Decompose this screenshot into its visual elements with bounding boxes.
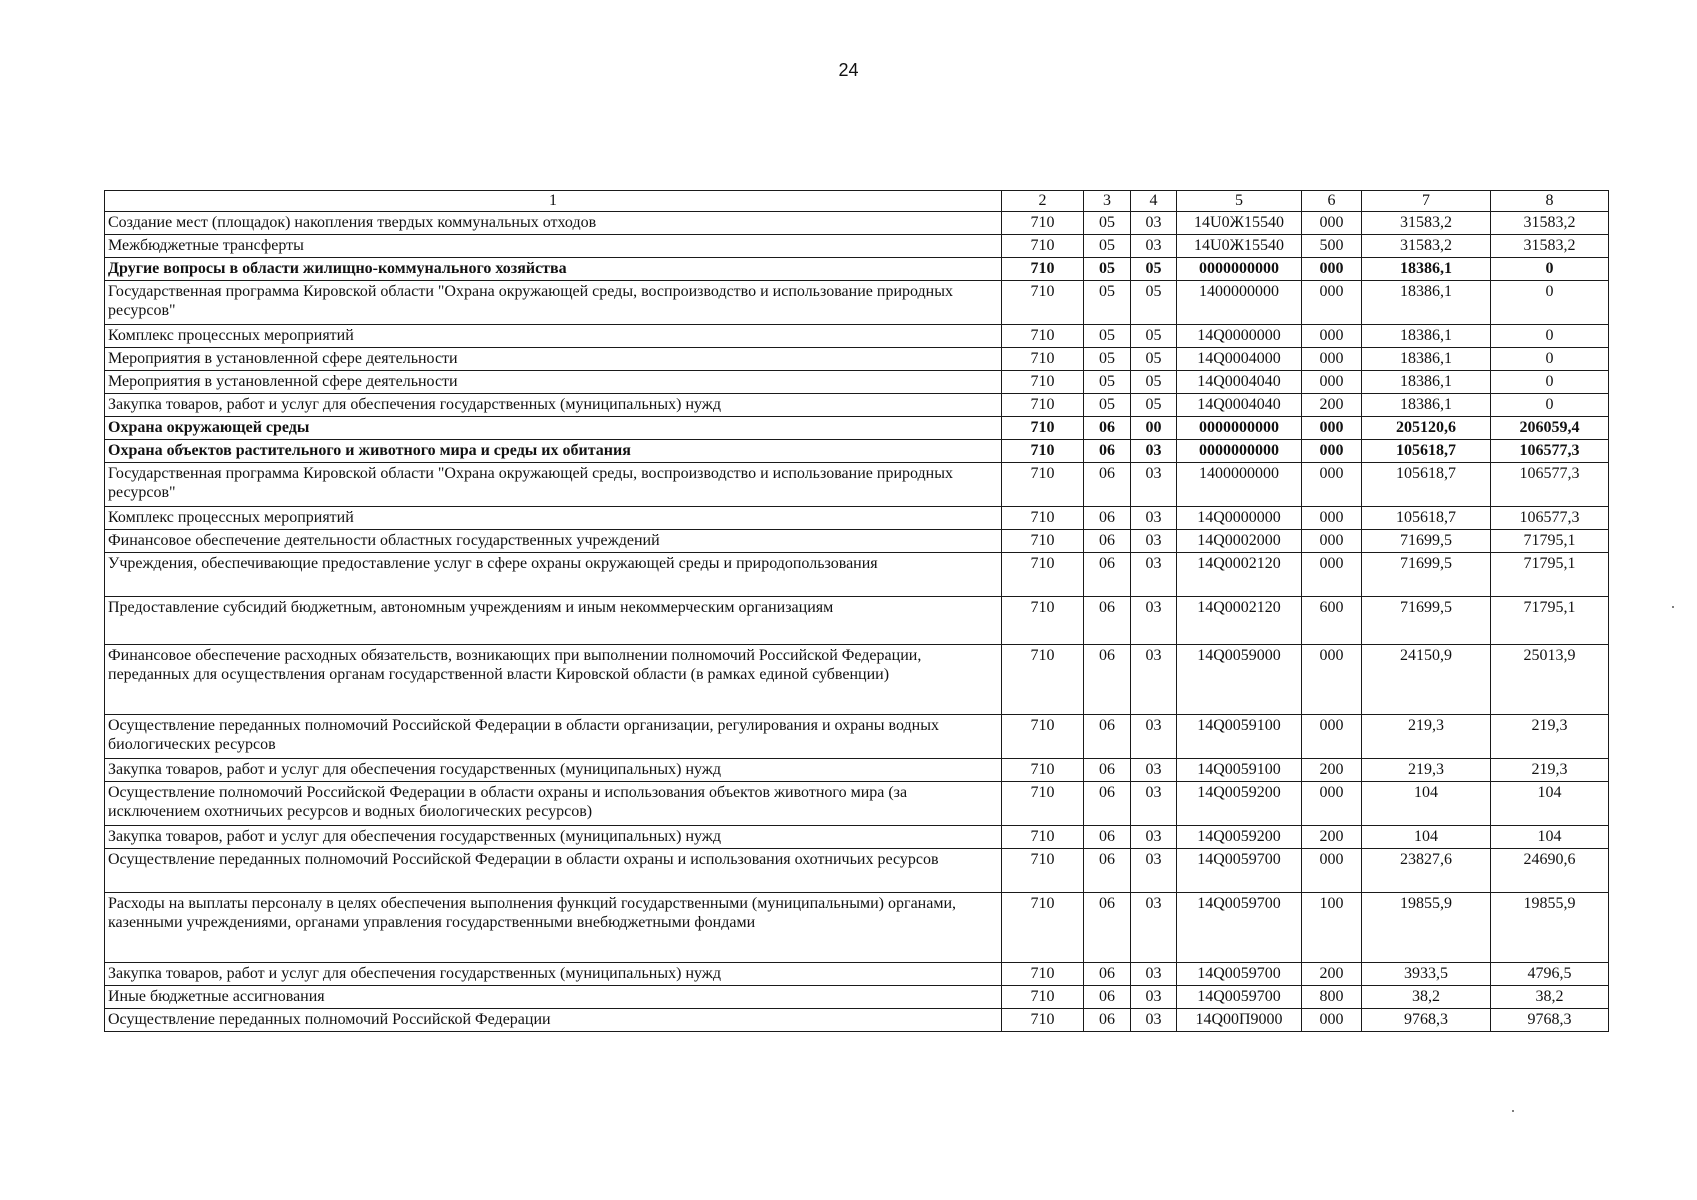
column-header: 3 [1084, 191, 1131, 212]
row-value-cell: 205120,6 [1362, 417, 1491, 440]
row-value-cell: 24690,6 [1491, 849, 1609, 893]
row-value-cell: 710 [1002, 440, 1084, 463]
row-value-cell: 000 [1302, 325, 1362, 348]
row-name-cell: Осуществление полномочий Российской Федерации в области охраны и использования объектов животного мира (за исключением охотничьих ресурсов и водных биологических ресурсов) [105, 782, 1002, 826]
row-value-cell: 03 [1131, 893, 1177, 963]
table-row [105, 394, 1609, 417]
row-value-cell: 0 [1491, 281, 1609, 325]
row-value-cell: 38,2 [1362, 986, 1491, 1009]
table-row [105, 759, 1609, 782]
row-value-cell: 14Q0059700 [1177, 963, 1302, 986]
row-value-cell: 710 [1002, 826, 1084, 849]
table-row [105, 963, 1609, 986]
row-name-cell: Другие вопросы в области жилищно-коммунального хозяйства [105, 258, 1002, 281]
row-name-cell: Закупка товаров, работ и услуг для обеспечения государственных (муниципальных) нужд [105, 759, 1002, 782]
row-value-cell: 19855,9 [1491, 893, 1609, 963]
row-value-cell: 18386,1 [1362, 348, 1491, 371]
row-value-cell: 71795,1 [1491, 530, 1609, 553]
row-value-cell: 000 [1302, 258, 1362, 281]
row-value-cell: 000 [1302, 371, 1362, 394]
row-value-cell: 05 [1131, 348, 1177, 371]
row-value-cell: 18386,1 [1362, 281, 1491, 325]
row-value-cell: 03 [1131, 782, 1177, 826]
row-value-cell: 710 [1002, 553, 1084, 597]
row-value-cell: 71795,1 [1491, 597, 1609, 645]
row-value-cell: 05 [1084, 371, 1131, 394]
row-value-cell: 03 [1131, 235, 1177, 258]
row-value-cell: 05 [1084, 212, 1131, 235]
row-value-cell: 05 [1084, 258, 1131, 281]
table-row [105, 371, 1609, 394]
row-value-cell: 05 [1131, 371, 1177, 394]
column-header-row [105, 191, 1609, 212]
row-value-cell: 710 [1002, 507, 1084, 530]
table-body [105, 212, 1609, 1032]
row-value-cell: 03 [1131, 715, 1177, 759]
row-value-cell: 000 [1302, 417, 1362, 440]
row-value-cell: 71699,5 [1362, 530, 1491, 553]
row-value-cell: 05 [1131, 258, 1177, 281]
row-value-cell: 06 [1084, 553, 1131, 597]
table-row [105, 826, 1609, 849]
row-value-cell: 14Q0004040 [1177, 371, 1302, 394]
row-value-cell: 06 [1084, 417, 1131, 440]
row-value-cell: 18386,1 [1362, 258, 1491, 281]
row-value-cell: 710 [1002, 893, 1084, 963]
row-value-cell: 710 [1002, 759, 1084, 782]
row-name-cell: Финансовое обеспечение расходных обязательств, возникающих при выполнении полномочий Российской Федерации, переданных для осуществления органам государственной власти Кировской области (в рамках единой субвенции) [105, 645, 1002, 715]
row-value-cell: 03 [1131, 645, 1177, 715]
table-row [105, 893, 1609, 963]
row-value-cell: 05 [1084, 235, 1131, 258]
row-value-cell: 104 [1362, 826, 1491, 849]
row-value-cell: 03 [1131, 849, 1177, 893]
row-value-cell: 14Q0002120 [1177, 597, 1302, 645]
row-name-cell: Мероприятия в установленной сфере деятельности [105, 371, 1002, 394]
table-row [105, 440, 1609, 463]
column-header: 1 [105, 191, 1002, 212]
row-value-cell: 1400000000 [1177, 463, 1302, 507]
row-name-cell: Осуществление переданных полномочий Российской Федерации в области организации, регулирования и охраны водных биологических ресурсов [105, 715, 1002, 759]
row-value-cell: 14Q00П9000 [1177, 1009, 1302, 1032]
row-value-cell: 219,3 [1362, 715, 1491, 759]
row-value-cell: 710 [1002, 530, 1084, 553]
row-value-cell: 14Q0059200 [1177, 826, 1302, 849]
table-row [105, 530, 1609, 553]
row-value-cell: 105618,7 [1362, 440, 1491, 463]
row-value-cell: 03 [1131, 1009, 1177, 1032]
row-name-cell: Осуществление переданных полномочий Российской Федерации [105, 1009, 1002, 1032]
row-value-cell: 0000000000 [1177, 417, 1302, 440]
row-value-cell: 24150,9 [1362, 645, 1491, 715]
row-value-cell: 06 [1084, 440, 1131, 463]
row-value-cell: 200 [1302, 826, 1362, 849]
row-value-cell: 000 [1302, 530, 1362, 553]
row-value-cell: 06 [1084, 986, 1131, 1009]
row-value-cell: 000 [1302, 348, 1362, 371]
row-name-cell: Закупка товаров, работ и услуг для обеспечения государственных (муниципальных) нужд [105, 826, 1002, 849]
table-row [105, 597, 1609, 645]
row-value-cell: 000 [1302, 1009, 1362, 1032]
row-value-cell: 18386,1 [1362, 394, 1491, 417]
row-value-cell: 4796,5 [1491, 963, 1609, 986]
row-value-cell: 03 [1131, 530, 1177, 553]
row-value-cell: 14Q0059700 [1177, 986, 1302, 1009]
page-number: 24 [838, 60, 859, 80]
row-value-cell: 14Q0059700 [1177, 849, 1302, 893]
table-row [105, 715, 1609, 759]
row-value-cell: 05 [1084, 325, 1131, 348]
row-value-cell: 0000000000 [1177, 440, 1302, 463]
row-name-cell: Охрана объектов растительного и животного мира и среды их обитания [105, 440, 1002, 463]
table-row [105, 348, 1609, 371]
row-value-cell: 18386,1 [1362, 371, 1491, 394]
row-value-cell: 03 [1131, 507, 1177, 530]
column-header: 7 [1362, 191, 1491, 212]
table-row [105, 507, 1609, 530]
row-value-cell: 500 [1302, 235, 1362, 258]
row-value-cell: 06 [1084, 826, 1131, 849]
row-value-cell: 06 [1084, 893, 1131, 963]
row-name-cell: Создание мест (площадок) накопления твердых коммунальных отходов [105, 212, 1002, 235]
row-value-cell: 14Q0000000 [1177, 325, 1302, 348]
column-header: 5 [1177, 191, 1302, 212]
table-row [105, 849, 1609, 893]
column-header: 6 [1302, 191, 1362, 212]
row-value-cell: 06 [1084, 507, 1131, 530]
row-value-cell: 23827,6 [1362, 849, 1491, 893]
row-value-cell: 100 [1302, 893, 1362, 963]
row-value-cell: 106577,3 [1491, 463, 1609, 507]
row-name-cell: Закупка товаров, работ и услуг для обеспечения государственных (муниципальных) нужд [105, 394, 1002, 417]
row-value-cell: 00 [1131, 417, 1177, 440]
table-row [105, 553, 1609, 597]
row-name-cell: Межбюджетные трансферты [105, 235, 1002, 258]
row-value-cell: 710 [1002, 348, 1084, 371]
row-value-cell: 71699,5 [1362, 553, 1491, 597]
row-value-cell: 06 [1084, 963, 1131, 986]
table-row [105, 417, 1609, 440]
row-value-cell: 06 [1084, 759, 1131, 782]
row-value-cell: 03 [1131, 826, 1177, 849]
row-value-cell: 000 [1302, 212, 1362, 235]
row-value-cell: 14Q0004040 [1177, 394, 1302, 417]
row-value-cell: 104 [1491, 826, 1609, 849]
table-row [105, 782, 1609, 826]
row-name-cell: Государственная программа Кировской области "Охрана окружающей среды, воспроизводство и использование природных ресурсов" [105, 281, 1002, 325]
row-value-cell: 14Q0059700 [1177, 893, 1302, 963]
row-value-cell: 000 [1302, 849, 1362, 893]
row-value-cell: 9768,3 [1491, 1009, 1609, 1032]
table-row [105, 281, 1609, 325]
row-value-cell: 71699,5 [1362, 597, 1491, 645]
row-value-cell: 03 [1131, 597, 1177, 645]
row-value-cell: 05 [1084, 394, 1131, 417]
scan-speck [1672, 606, 1674, 608]
row-value-cell: 710 [1002, 235, 1084, 258]
row-value-cell: 710 [1002, 986, 1084, 1009]
row-value-cell: 000 [1302, 715, 1362, 759]
row-value-cell: 219,3 [1491, 759, 1609, 782]
row-value-cell: 03 [1131, 963, 1177, 986]
row-value-cell: 14Q0059000 [1177, 645, 1302, 715]
table-row [105, 235, 1609, 258]
row-value-cell: 05 [1084, 348, 1131, 371]
row-value-cell: 200 [1302, 963, 1362, 986]
row-value-cell: 710 [1002, 325, 1084, 348]
row-value-cell: 18386,1 [1362, 325, 1491, 348]
row-value-cell: 206059,4 [1491, 417, 1609, 440]
row-name-cell: Комплекс процессных мероприятий [105, 507, 1002, 530]
scan-speck [1512, 1110, 1514, 1112]
row-value-cell: 05 [1131, 281, 1177, 325]
row-value-cell: 600 [1302, 597, 1362, 645]
row-value-cell: 14Q0000000 [1177, 507, 1302, 530]
row-value-cell: 710 [1002, 258, 1084, 281]
row-value-cell: 000 [1302, 507, 1362, 530]
row-name-cell: Закупка товаров, работ и услуг для обеспечения государственных (муниципальных) нужд [105, 963, 1002, 986]
row-value-cell: 710 [1002, 645, 1084, 715]
row-value-cell: 03 [1131, 553, 1177, 597]
row-value-cell: 19855,9 [1362, 893, 1491, 963]
row-value-cell: 14U0Ж15540 [1177, 235, 1302, 258]
row-value-cell: 219,3 [1362, 759, 1491, 782]
row-name-cell: Учреждения, обеспечивающие предоставление услуг в сфере охраны окружающей среды и природопользования [105, 553, 1002, 597]
table-row [105, 986, 1609, 1009]
row-value-cell: 0 [1491, 258, 1609, 281]
row-value-cell: 106577,3 [1491, 507, 1609, 530]
row-value-cell: 710 [1002, 394, 1084, 417]
row-value-cell: 06 [1084, 849, 1131, 893]
table-row [105, 1009, 1609, 1032]
row-value-cell: 14Q0002000 [1177, 530, 1302, 553]
row-value-cell: 000 [1302, 645, 1362, 715]
row-name-cell: Мероприятия в установленной сфере деятельности [105, 348, 1002, 371]
row-name-cell: Государственная программа Кировской области "Охрана окружающей среды, воспроизводство и использование природных ресурсов" [105, 463, 1002, 507]
row-value-cell: 000 [1302, 281, 1362, 325]
row-value-cell: 104 [1491, 782, 1609, 826]
row-value-cell: 0 [1491, 348, 1609, 371]
row-value-cell: 710 [1002, 849, 1084, 893]
row-value-cell: 710 [1002, 463, 1084, 507]
row-value-cell: 14Q0002120 [1177, 553, 1302, 597]
row-value-cell: 1400000000 [1177, 281, 1302, 325]
column-header: 8 [1491, 191, 1609, 212]
row-value-cell: 106577,3 [1491, 440, 1609, 463]
row-value-cell: 105618,7 [1362, 463, 1491, 507]
row-value-cell: 104 [1362, 782, 1491, 826]
row-value-cell: 06 [1084, 715, 1131, 759]
row-value-cell: 710 [1002, 715, 1084, 759]
row-value-cell: 710 [1002, 1009, 1084, 1032]
row-value-cell: 14Q0004000 [1177, 348, 1302, 371]
row-value-cell: 31583,2 [1362, 235, 1491, 258]
row-value-cell: 06 [1084, 1009, 1131, 1032]
row-value-cell: 06 [1084, 597, 1131, 645]
row-name-cell: Комплекс процессных мероприятий [105, 325, 1002, 348]
row-value-cell: 0 [1491, 394, 1609, 417]
row-value-cell: 06 [1084, 782, 1131, 826]
table-row [105, 463, 1609, 507]
row-value-cell: 03 [1131, 759, 1177, 782]
row-value-cell: 105618,7 [1362, 507, 1491, 530]
row-value-cell: 05 [1131, 394, 1177, 417]
row-name-cell: Иные бюджетные ассигнования [105, 986, 1002, 1009]
row-name-cell: Финансовое обеспечение деятельности областных государственных учреждений [105, 530, 1002, 553]
row-value-cell: 200 [1302, 759, 1362, 782]
column-header: 4 [1131, 191, 1177, 212]
row-value-cell: 000 [1302, 553, 1362, 597]
row-value-cell: 14Q0059100 [1177, 759, 1302, 782]
row-value-cell: 05 [1131, 325, 1177, 348]
row-name-cell: Расходы на выплаты персоналу в целях обеспечения выполнения функций государственными (муниципальными) органами, казенными учреждениями, органами управления государственными внебюджетными фондами [105, 893, 1002, 963]
table-row [105, 325, 1609, 348]
row-value-cell: 710 [1002, 963, 1084, 986]
row-name-cell: Осуществление переданных полномочий Российской Федерации в области охраны и использования охотничьих ресурсов [105, 849, 1002, 893]
row-value-cell: 3933,5 [1362, 963, 1491, 986]
row-value-cell: 710 [1002, 371, 1084, 394]
row-value-cell: 219,3 [1491, 715, 1609, 759]
row-value-cell: 05 [1084, 281, 1131, 325]
row-value-cell: 14U0Ж15540 [1177, 212, 1302, 235]
row-value-cell: 0000000000 [1177, 258, 1302, 281]
row-value-cell: 000 [1302, 440, 1362, 463]
row-value-cell: 710 [1002, 782, 1084, 826]
row-value-cell: 31583,2 [1491, 212, 1609, 235]
row-value-cell: 0 [1491, 371, 1609, 394]
row-value-cell: 000 [1302, 463, 1362, 507]
row-name-cell: Предоставление субсидий бюджетным, автономным учреждениям и иным некоммерческим организациям [105, 597, 1002, 645]
row-value-cell: 0 [1491, 325, 1609, 348]
row-value-cell: 200 [1302, 394, 1362, 417]
budget-table [104, 190, 1609, 1032]
row-value-cell: 800 [1302, 986, 1362, 1009]
row-value-cell: 710 [1002, 597, 1084, 645]
row-value-cell: 03 [1131, 212, 1177, 235]
table-row [105, 645, 1609, 715]
row-value-cell: 31583,2 [1362, 212, 1491, 235]
table-row [105, 258, 1609, 281]
row-value-cell: 71795,1 [1491, 553, 1609, 597]
row-value-cell: 14Q0059100 [1177, 715, 1302, 759]
row-value-cell: 06 [1084, 530, 1131, 553]
row-value-cell: 9768,3 [1362, 1009, 1491, 1032]
row-value-cell: 710 [1002, 281, 1084, 325]
row-value-cell: 06 [1084, 645, 1131, 715]
row-value-cell: 03 [1131, 463, 1177, 507]
row-value-cell: 000 [1302, 782, 1362, 826]
row-name-cell: Охрана окружающей среды [105, 417, 1002, 440]
row-value-cell: 25013,9 [1491, 645, 1609, 715]
row-value-cell: 14Q0059200 [1177, 782, 1302, 826]
column-header: 2 [1002, 191, 1084, 212]
row-value-cell: 710 [1002, 212, 1084, 235]
row-value-cell: 710 [1002, 417, 1084, 440]
row-value-cell: 31583,2 [1491, 235, 1609, 258]
table-row [105, 212, 1609, 235]
row-value-cell: 38,2 [1491, 986, 1609, 1009]
row-value-cell: 06 [1084, 463, 1131, 507]
row-value-cell: 03 [1131, 440, 1177, 463]
row-value-cell: 03 [1131, 986, 1177, 1009]
